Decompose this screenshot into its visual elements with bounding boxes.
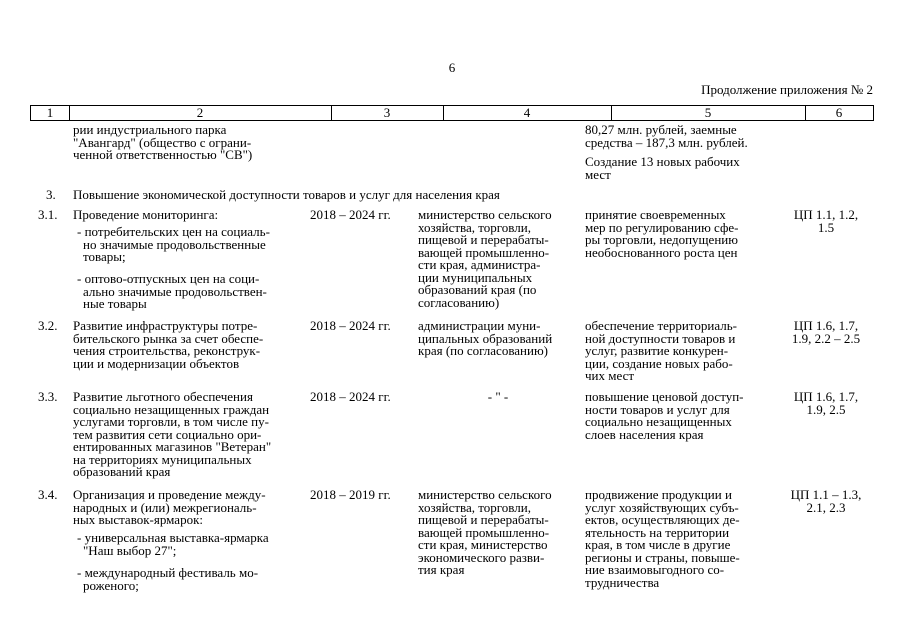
row-subitem: - универсальная выставка-ярмарка "Наш выбор 27";: [77, 530, 269, 558]
row-result: продвижение продукции и услуг хозяйствующих субъ- ектов, осуществляющих де- ятельность на территории края, в том числе в другие регионы и страны, повыше- ние взаимовыгодного со- трудничества: [585, 487, 740, 590]
row-title: Развитие льготного обеспечения социально незащищенных граждан услугами торговли, в том числе пу- тем развития сети социально ори- ентированных магазинов "Ветеран" на территориях муниципальных образований края: [73, 389, 272, 479]
row-executor: - " -: [487, 389, 509, 404]
row-subitem: - международный фестиваль мо- роженого;: [77, 565, 259, 593]
row-period: 2018 – 2024 гг.: [310, 318, 391, 333]
row-period: 2018 – 2024 гг.: [310, 389, 391, 404]
row-number: 3.2.: [38, 318, 58, 333]
table-header-row: [30, 105, 874, 121]
continuation-label: Продолжение приложения № 2: [701, 82, 873, 97]
section-number: 3.: [46, 187, 56, 202]
row-period: 2018 – 2024 гг.: [310, 207, 391, 222]
row-result: обеспечение территориаль- ной доступности товаров и услуг, развитие конкурен- ции, создание новых рабо- чих мест: [585, 318, 737, 383]
row-title: Проведение мониторинга:: [73, 207, 219, 222]
row-number: 3.1.: [38, 207, 58, 222]
row-indicators: ЦП 1.1 – 1.3, 2.1, 2.3: [790, 487, 862, 515]
page-number: 6: [448, 60, 456, 75]
col-header-3: 3: [331, 106, 444, 120]
row-subitem: - потребительских цен на социаль- но значимые продовольственные товары;: [77, 224, 270, 264]
row-subitem: - оптово-отпускных цен на соци- ально значимые продовольствен- ные товары: [77, 271, 267, 311]
cont-row-title: рии индустриального парка "Авангард" (общество с ограни- ченной ответственностью "СВ"): [73, 122, 253, 162]
row-number: 3.4.: [38, 487, 58, 502]
section-title: Повышение экономической доступности товаров и услуг для населения края: [73, 187, 500, 202]
cont-row-result-funding: 80,27 млн. рублей, заемные средства – 187,3 млн. рублей.: [585, 122, 748, 150]
row-indicators: ЦП 1.6, 1.7, 1.9, 2.2 – 2.5: [791, 318, 861, 346]
row-indicators: ЦП 1.6, 1.7, 1.9, 2.5: [793, 389, 859, 417]
row-executor: министерство сельского хозяйства, торговли, пищевой и перерабаты- вающей промышленно- сти края, министерство экономического разви- тия края: [418, 487, 552, 577]
row-result: повышение ценовой доступ- ности товаров и услуг для социально незащищенных слоев населения края: [585, 389, 744, 442]
row-executor: министерство сельского хозяйства, торговли, пищевой и перерабаты- вающей промышленно- сти края, администра- ции муниципальных образований края (по согласованию): [418, 207, 552, 310]
cont-row-result-jobs: Создание 13 новых рабочих мест: [585, 154, 740, 182]
col-header-2: 2: [69, 106, 332, 120]
col-header-1: 1: [31, 106, 70, 120]
col-header-4: 4: [443, 106, 612, 120]
row-indicators: ЦП 1.1, 1.2, 1.5: [793, 207, 859, 235]
col-header-5: 5: [611, 106, 806, 120]
row-result: принятие своевременных мер по регулированию сфе- ры торговли, недопущению необоснованного роста цен: [585, 207, 739, 260]
row-title: Развитие инфраструктуры потре- бительского рынка за счет обеспе- чения строительства, реконструк- ции и модернизации объектов: [73, 318, 264, 371]
col-header-6: 6: [835, 105, 843, 120]
row-executor: администрации муни- ципальных образований края (по согласованию): [418, 318, 553, 358]
row-title: Организация и проведение между- народных и (или) межрегиональ- ных выставок-ярмарок:: [73, 487, 266, 527]
row-period: 2018 – 2019 гг.: [310, 487, 391, 502]
row-number: 3.3.: [38, 389, 58, 404]
